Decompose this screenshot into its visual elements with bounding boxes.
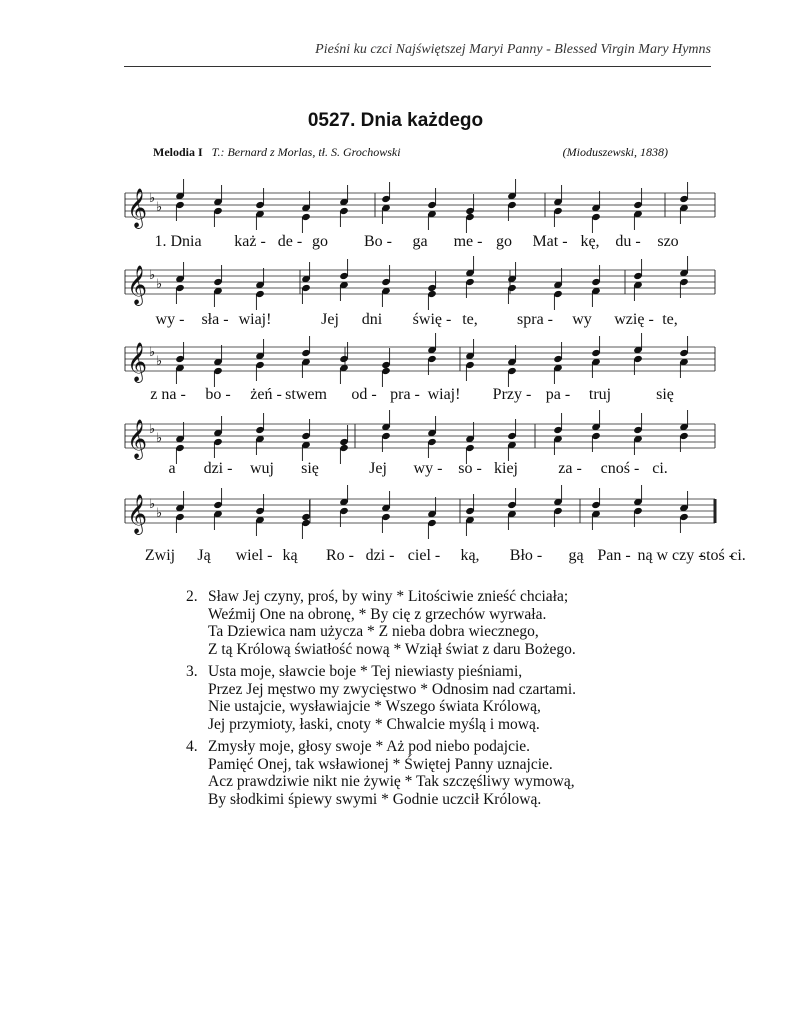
verse-2 [186, 588, 576, 658]
verse-line: Ta Dziewica nam użycza * Z nieba dobra wiecznego, [208, 623, 539, 640]
lyric-syllable: du - [615, 233, 641, 250]
lyric-syllable: ci. [652, 460, 668, 477]
verse-line: Acz prawdziwie nikt nie żywię * Tak szczęśliwy wymową, [208, 773, 575, 790]
lyric-syllable: te, [662, 311, 678, 328]
lyric-syllable: spra - [517, 311, 553, 328]
lyric-syllable: szo [657, 233, 679, 250]
treble-clef-icon: 𝄞 [127, 419, 148, 459]
flat-icon: ♭ [156, 200, 163, 215]
verse-line: Weźmij One na obronę, * By cię z grzechów wyrwała. [208, 605, 547, 623]
lyric-syllable: dzi - [203, 460, 233, 477]
music-staff-1 [125, 187, 715, 228]
flat-icon: ♭ [156, 354, 163, 369]
lyric-syllable: za - [558, 460, 582, 477]
flat-icon: ♭ [149, 268, 156, 283]
lyric-syllable: te, [462, 311, 478, 328]
music-staff-3 [125, 341, 715, 382]
lyric-syllable: Bo - [364, 233, 392, 250]
lyric-syllable: z na - [150, 386, 186, 403]
lyric-syllable: ką [282, 547, 298, 564]
music-staff-4 [125, 418, 715, 459]
lyric-syllable: pra - [390, 386, 420, 403]
lyric-syllable: Pan - [597, 547, 631, 564]
melody-label: Melodia I [153, 145, 203, 159]
lyric-syllable: go [312, 233, 328, 250]
verse-number: 2. [186, 588, 198, 605]
lyric-syllable: a [168, 460, 176, 477]
flat-icon: ♭ [149, 191, 156, 206]
lyric-syllable: się [656, 386, 674, 403]
lyric-syllable: stwem [285, 386, 327, 403]
lyric-syllable: wiel - [235, 547, 273, 564]
lyric-syllable: wzię - [614, 311, 654, 328]
running-head: Pieśni ku czci Najświętszej Maryi Panny - Blessed Virgin Mary Hymns [315, 42, 711, 57]
lyric-syllable: kę, [580, 233, 600, 250]
treble-clef-icon: 𝄞 [127, 188, 148, 228]
lyric-syllable: pa - [545, 386, 571, 403]
verse-line: Nie ustajcie, wysławiajcie * Wszego świata Królową, [208, 698, 541, 715]
flat-icon: ♭ [149, 345, 156, 360]
verse-4 [186, 738, 576, 808]
lyric-syllable: me - [453, 233, 483, 250]
treble-clef-icon: 𝄞 [127, 342, 148, 382]
lyric-syllable: dni [361, 311, 383, 328]
lyric-syllable: stoś - [699, 547, 735, 564]
text-credits: T.: Bernard z Morlas, tł. S. Grochowski [211, 145, 401, 159]
lyric-syllable: gą [568, 547, 584, 564]
verse-line: By słodkimi śpiewy swymi * Godnie uczcił Królową. [208, 790, 542, 808]
flat-icon: ♭ [149, 497, 156, 512]
verse-line: Zmysły moje, głosy swoje * Aż pod niebo podajcie. [208, 738, 531, 755]
verse-line: Usta moje, sławcie boje * Tej niewiasty pieśniami, [208, 663, 523, 680]
treble-clef-icon: 𝄞 [127, 494, 148, 534]
lyric-syllable: Ją [197, 547, 211, 564]
verse-line: Z tą Królową światłość nową * Wziął świat z daru Bożego. [208, 640, 576, 658]
flat-icon: ♭ [149, 422, 156, 437]
lyric-syllable: go [496, 233, 512, 250]
lyric-syllable: Mat - [532, 233, 568, 250]
music-staff-2 [125, 264, 715, 305]
verses [186, 588, 576, 813]
lyric-syllable: 1. Dnia [154, 233, 202, 250]
lyric-syllable: wy - [413, 460, 443, 477]
verse-number: 4. [186, 738, 198, 755]
lyric-syllable: świę - [412, 311, 452, 328]
verse-line: Przez Jej męstwo my zwycięstwo * Odnosim nad czartami. [208, 680, 577, 698]
verse-3 [186, 663, 576, 733]
lyric-syllable: wiaj! [427, 386, 461, 403]
lyric-syllable: Zwij [144, 547, 176, 564]
hymn-title: 0527. Dnia każdego [307, 110, 484, 131]
lyric-syllable: sła - [201, 311, 229, 328]
lyric-syllable: od - [351, 386, 377, 403]
lyric-syllable: w czy - [656, 547, 704, 564]
lyric-syllable: so - [458, 460, 482, 477]
lyric-syllable: de - [277, 233, 303, 250]
melody-source: (Mioduszewski, 1838) [562, 145, 668, 159]
lyric-syllable: truj [588, 386, 612, 403]
lyric-syllable: wuj [250, 460, 274, 477]
lyric-syllable: Jej [321, 311, 339, 328]
lyric-syllable: każ - [234, 233, 266, 250]
lyric-syllable: dzi - [365, 547, 395, 564]
treble-clef-icon: 𝄞 [127, 265, 148, 305]
music-staff-5 [125, 493, 715, 534]
lyric-syllable: wy [572, 311, 592, 328]
lyric-syllable: ciel - [407, 547, 441, 564]
flat-icon: ♭ [156, 431, 163, 446]
verse-line: Sław Jej czyny, proś, by winy * Litościwie znieść chciała; [208, 588, 569, 605]
verse-line: Jej przymioty, łaski, cnoty * Chwalcie myślą i mową. [208, 715, 540, 733]
melody-info [153, 145, 401, 160]
lyric-syllable: wiaj! [238, 311, 272, 328]
flat-icon: ♭ [156, 506, 163, 521]
lyric-syllable: Przy - [492, 386, 532, 403]
lyric-syllable: Ro - [326, 547, 354, 564]
verse-number: 3. [186, 663, 198, 680]
lyric-syllable: żeń - [250, 386, 282, 403]
lyric-syllable: Jej [369, 460, 387, 477]
lyric-syllable: Bło - [509, 547, 543, 564]
lyric-syllable: cnoś - [600, 460, 640, 477]
lyric-syllable: ga [412, 233, 428, 250]
page-header [124, 38, 711, 67]
lyric-syllable: ką, [460, 547, 480, 564]
lyric-syllable: kiej [494, 460, 518, 477]
lyric-syllable: się [301, 460, 319, 477]
lyric-syllable: ci. [730, 547, 746, 564]
verse-line: Pamięć Onej, tak wsławionej * Świętej Panny uznajcie. [208, 755, 553, 773]
lyric-syllable: bo - [205, 386, 231, 403]
flat-icon: ♭ [156, 277, 163, 292]
lyric-syllable: wy - [155, 311, 185, 328]
lyric-syllable: ną [637, 547, 653, 564]
